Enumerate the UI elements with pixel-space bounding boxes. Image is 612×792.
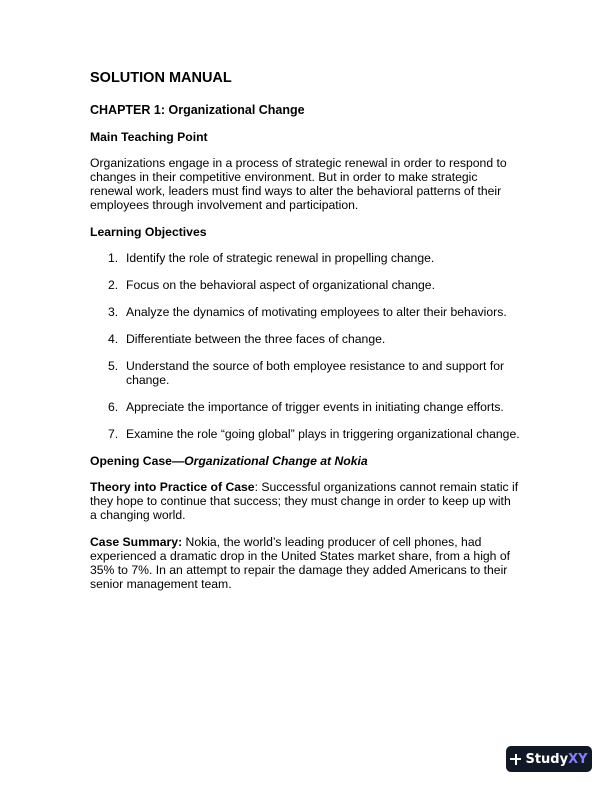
studyxy-brand-badge[interactable] xyxy=(506,746,592,772)
list-item xyxy=(90,305,520,319)
list-item xyxy=(90,359,520,387)
document-content xyxy=(90,70,520,604)
list-item-number: 4. xyxy=(108,332,119,346)
list-item-number: 7. xyxy=(108,427,119,441)
list-item-text: Focus on the behavioral aspect of organizational change. xyxy=(126,278,435,292)
case-summary-label: Case Summary: xyxy=(90,535,183,549)
list-item-number: 6. xyxy=(108,400,119,414)
list-item-text: Understand the source of both employee resistance to and support for change. xyxy=(126,359,505,387)
opening-case-heading xyxy=(90,454,520,468)
document-title: SOLUTION MANUAL xyxy=(90,70,232,86)
list-item-number: 2. xyxy=(108,278,119,292)
learning-objectives-heading: Learning Objectives xyxy=(90,225,207,239)
theory-into-practice-label: Theory into Practice of Case xyxy=(90,480,255,494)
main-teaching-point-text: Organizations engage in a process of strategic renewal in order to respond to changes in their competitive environment. But in order to make strategic renewal work, leaders must find ways to alter the behavioral patterns of their employees through involvement and participation. xyxy=(90,156,507,212)
list-item-number: 5. xyxy=(108,359,119,373)
list-item-text: Differentiate between the three faces of change. xyxy=(126,332,386,346)
list-item-number: 1. xyxy=(108,251,119,265)
brand-word: Study xyxy=(525,751,569,767)
list-item-text: Analyze the dynamics of motivating employees to alter their behaviors. xyxy=(126,305,507,319)
list-item xyxy=(90,278,520,292)
list-item xyxy=(90,400,520,414)
opening-case-title: Organizational Change at Nokia xyxy=(184,454,368,468)
brand-name xyxy=(525,752,587,767)
list-item xyxy=(90,332,520,346)
main-teaching-point-heading: Main Teaching Point xyxy=(90,130,208,144)
plus-icon xyxy=(510,754,521,765)
learning-objectives-list xyxy=(90,251,520,441)
list-item-text: Identify the role of strategic renewal in propelling change. xyxy=(126,251,435,265)
case-summary-paragraph xyxy=(90,535,520,591)
case-summary-text: Nokia, the world’s leading producer of cell phones, had experienced a dramatic drop in the United States market share, from a high of 35% to 7%. In an attempt to repair the damage they added Americans to their senior management team. xyxy=(90,535,511,591)
theory-into-practice-paragraph xyxy=(90,480,520,522)
list-item-text: Appreciate the importance of trigger events in initiating change efforts. xyxy=(126,400,504,414)
chapter-title: CHAPTER 1: Organizational Change xyxy=(90,103,305,117)
brand-accent: XY xyxy=(568,751,588,767)
theory-into-practice-text: : Successful organizations cannot remain static if they hope to continue that success; they must change in order to keep up with a changing world. xyxy=(90,480,519,522)
list-item xyxy=(90,427,520,441)
opening-case-prefix: Opening Case— xyxy=(90,454,185,468)
list-item-number: 3. xyxy=(108,305,119,319)
list-item-text: Examine the role “going global” plays in triggering organizational change. xyxy=(126,427,520,441)
list-item xyxy=(90,251,520,265)
